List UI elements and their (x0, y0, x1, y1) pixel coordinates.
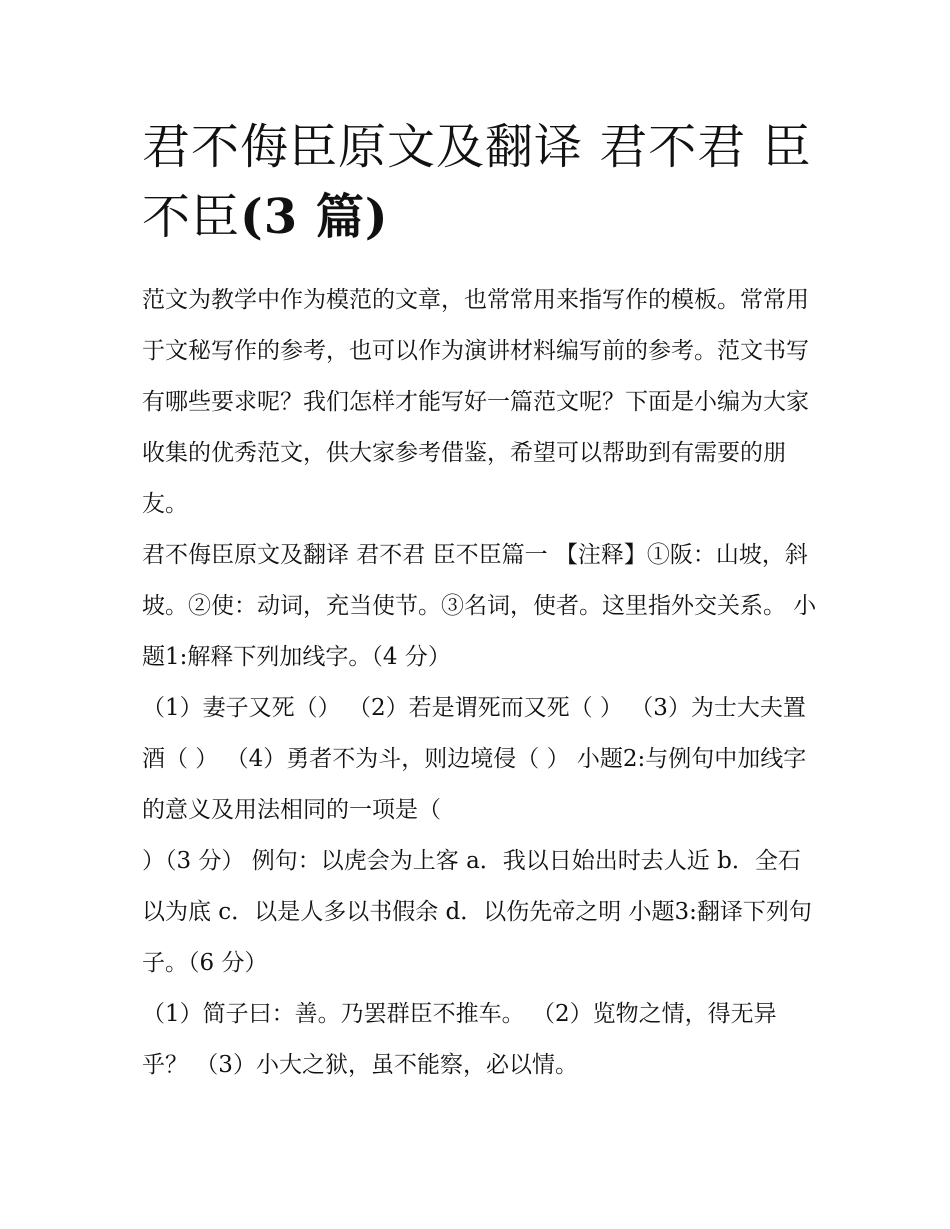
question-two-paragraph: ）（3 分） 例句：以虎会为上客 a．我以日始出时去人近 b．全石以为底 c．以是人多以书假余 d．以伤先帝之明 小题3:翻译下列句子。（6 分） (142, 848, 812, 976)
question-one-paragraph: （1）妻子又死（） （2）若是谓死而又死（ ） （3）为士大夫置酒（ ） （4）勇者不为斗，则边境侵（ ） 小题2:与例句中加线字的意义及用法相同的一项是（ (142, 695, 807, 823)
title-main: 君不侮臣原文及翻译 君不君 臣不臣 (142, 119, 812, 245)
document-page (142, 112, 818, 1091)
article-one-notes-paragraph: 君不侮臣原文及翻译 君不君 臣不臣篇一 【注释】①阪：山坡，斜坡。②使：动词，充当使节。③名词，使者。这里指外交关系。 小题1:解释下列加线字。（4 分） (142, 542, 817, 670)
intro-paragraph: 范文为教学中作为模范的文章，也常常用来指写作的模板。常常用于文秘写作的参考，也可以作为演讲材料编写前的参考。范文书写有哪些要求呢？我们怎样才能写好一篇范文呢？下面是小编为大家收集的优秀范文，供大家参考借鉴，希望可以帮助到有需要的朋友。 (142, 287, 809, 517)
question-three-paragraph: （1）简子曰：善。乃罢群臣不推车。 （2）览物之情，得无异乎？ （3）小大之狱，虽不能察，必以情。 (142, 1001, 777, 1078)
page-title (142, 112, 818, 252)
title-suffix: (3 篇) (240, 189, 389, 245)
